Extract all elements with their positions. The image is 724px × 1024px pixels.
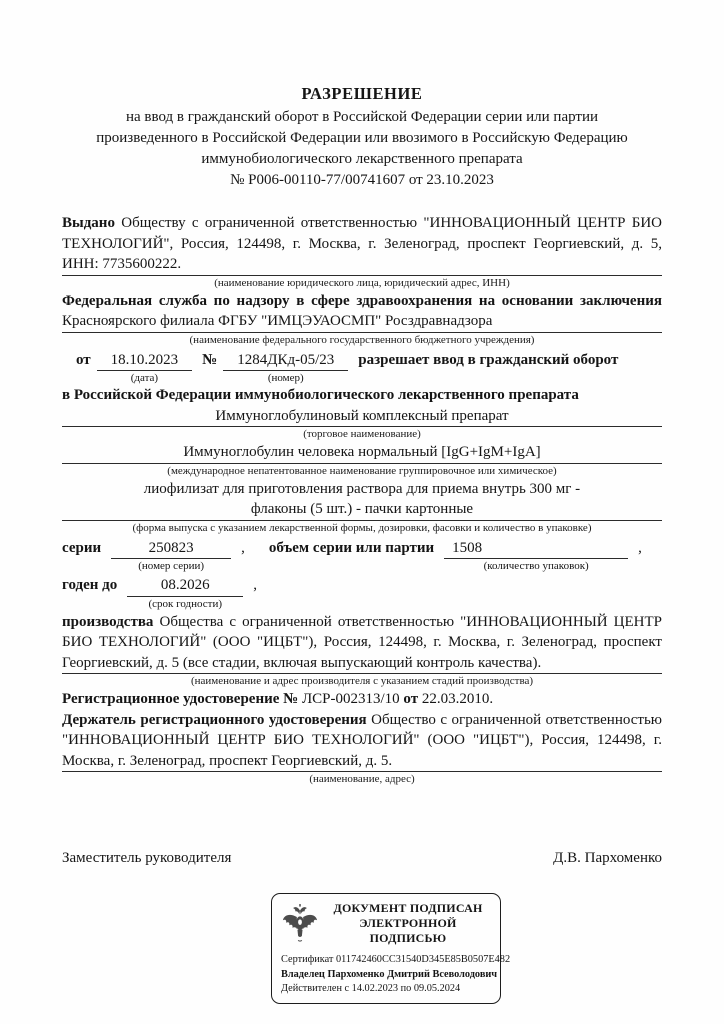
stamp-title — [325, 901, 491, 946]
series-number-caption: (номер серии) — [138, 560, 205, 572]
volume-label: объем серии или партии — [268, 539, 435, 556]
registration-from-label: от — [403, 691, 419, 707]
expiry-label: годен до — [62, 577, 118, 593]
authority-paragraph — [62, 291, 662, 333]
stamp-owner-value: Пархоменко Дмитрий Всеволодович — [327, 968, 498, 980]
document-subtitle-line-2: произведенного в Российской Федерации или ввозимого в Российскую Федерацию — [96, 130, 628, 146]
decision-number-value: 1284ДКд-05/23 — [223, 350, 348, 372]
expiry-value: 08.2026 — [127, 575, 243, 597]
holder-caption: (наименование, адрес) — [309, 773, 415, 785]
trade-name-value: Иммуноглобулиновый комплексный препарат — [215, 407, 509, 424]
release-form-block — [62, 479, 662, 521]
holder-label: Держатель регистрационного удостоверения — [62, 711, 367, 728]
expiry-row — [62, 575, 662, 611]
stamp-certificate-label: Сертификат — [281, 954, 334, 965]
series-label: серии — [62, 539, 102, 556]
document-number-line: № Р006-00110-77/00741607 от 23.10.2023 — [230, 172, 494, 188]
decision-allows-text: разрешает ввод в гражданский оборот — [358, 351, 619, 368]
registration-date: 22.03.2010. — [421, 691, 494, 707]
inn-name-line — [62, 442, 662, 464]
authority-bold-text: Федеральная служба по надзору в сфере здравоохранения на основании заключения — [62, 292, 662, 309]
stamp-header — [281, 901, 491, 946]
series-separator: , — [241, 539, 245, 556]
issued-to-paragraph — [62, 213, 662, 276]
stamp-certificate-value: 011742460CC31540D345E85B0507E482 — [336, 954, 511, 965]
expiry-caption: (срок годности) — [148, 597, 223, 610]
stamp-title-line-1: ДОКУМЕНТ ПОДПИСАН — [333, 901, 483, 915]
volume-separator: , — [638, 539, 642, 556]
volume-field — [444, 538, 628, 574]
decision-number-label: № — [202, 351, 218, 368]
series-number-value: 250823 — [111, 538, 231, 560]
trade-name-caption: (торговое наименование) — [303, 428, 421, 440]
decision-date-value: 18.10.2023 — [97, 350, 193, 372]
expiry-field — [127, 575, 243, 611]
decision-number-caption: (номер) — [267, 372, 304, 384]
registration-line — [62, 689, 662, 710]
issued-to-label: Выдано — [62, 215, 115, 231]
manufacturer-caption: (наименование и адрес производителя с указанием стадий производства) — [190, 675, 534, 687]
decision-from-label: от — [76, 351, 91, 368]
document-header — [62, 84, 662, 191]
series-row — [62, 538, 662, 574]
release-form-caption: (форма выпуска с указанием лекарственной формы, дозировки, фасовки и количество в упаковке) — [132, 521, 592, 534]
release-form-line-2: флаконы (5 шт.) - пачки картонные — [250, 501, 474, 517]
stamp-owner-line — [281, 968, 498, 983]
volume-caption: (количество упаковок) — [483, 560, 589, 572]
holder-text: Общество с ограниченной ответственностью "ИННОВАЦИОННЫЙ ЦЕНТР БИО ТЕХНОЛОГИЙ" (ООО "ИЦБТ"), Россия, 124498, г. Москва, г. Зеленоград, проспект Георгиевский, д. 5. — [62, 711, 662, 769]
registration-label: Регистрационное удостоверение № — [62, 691, 299, 707]
double-headed-eagle-icon — [281, 904, 319, 944]
stamp-certificate-line — [281, 953, 511, 968]
series-number-field — [111, 538, 231, 574]
manufacturer-text: Общества с ограниченной ответственностью "ИННОВАЦИОННЫЙ ЦЕНТР БИО ТЕХНОЛОГИЙ" (ООО "ИЦБТ"), Россия, 124498, г. Москва, г. Зеленоград, проспект Георгиевский, д. 5 (все стадии, включая выпускающий контроль качества). — [62, 613, 663, 671]
inn-name-caption: (международное непатентованное наименование группировочное или химическое) — [167, 464, 557, 477]
decision-date-caption: (дата) — [130, 372, 159, 384]
release-form-line-1: лиофилизат для приготовления раствора для приема внутрь 300 мг - — [143, 480, 581, 497]
document-body — [62, 213, 662, 787]
document-subtitle-line-3: иммунобиологического лекарственного препарата — [201, 151, 523, 167]
signature-row — [62, 850, 662, 867]
signer-name: Д.В. Пархоменко — [553, 850, 662, 866]
authority-org-text: Красноярского филиала ФГБУ "ИМЦЭУАОСМП" Росздравнадзора — [62, 313, 493, 329]
trade-name-line — [62, 406, 662, 428]
stamp-validity-line: Действителен с 14.02.2023 по 09.05.2024 — [281, 983, 461, 994]
authority-caption: (наименование федерального государственного бюджетного учреждения) — [189, 333, 535, 346]
holder-paragraph — [62, 710, 662, 773]
stamp-details — [281, 953, 511, 997]
expiry-separator: , — [253, 577, 257, 593]
decision-date-field — [97, 350, 193, 386]
issued-to-caption: (наименование юридического лица, юридический адрес, ИНН) — [214, 276, 510, 289]
volume-value: 1508 — [444, 538, 628, 560]
decision-number-field — [223, 350, 348, 386]
decision-row — [62, 350, 662, 386]
document-title: РАЗРЕШЕНИЕ — [301, 84, 423, 103]
territory-line — [62, 385, 662, 406]
manufacturer-label: производства — [62, 613, 154, 630]
issued-to-text: Обществу с ограниченной ответственностью "ИННОВАЦИОННЫЙ ЦЕНТР БИО ТЕХНОЛОГИЙ", Россия, 124498, г. Москва, г. Зеленоград, проспект Георгиевский, д. 5, ИНН: 7735600222. — [62, 215, 662, 272]
territory-text: в Российской Федерации иммунобиологического лекарственного препарата — [62, 387, 579, 403]
electronic-signature-stamp — [271, 893, 511, 1004]
signer-position: Заместитель руководителя — [62, 850, 232, 866]
document-subtitle-line-1: на ввод в гражданский оборот в Российской Федерации серии или партии — [125, 109, 599, 125]
stamp-owner-label: Владелец — [281, 968, 325, 980]
manufacturer-paragraph — [62, 612, 662, 675]
registration-number: ЛСР-002313/10 — [301, 691, 400, 707]
stamp-title-line-2: ЭЛЕКТРОННОЙ ПОДПИСЬЮ — [359, 916, 457, 945]
inn-name-value: Иммуноглобулин человека нормальный [IgG+IgM+IgA] — [183, 444, 541, 460]
